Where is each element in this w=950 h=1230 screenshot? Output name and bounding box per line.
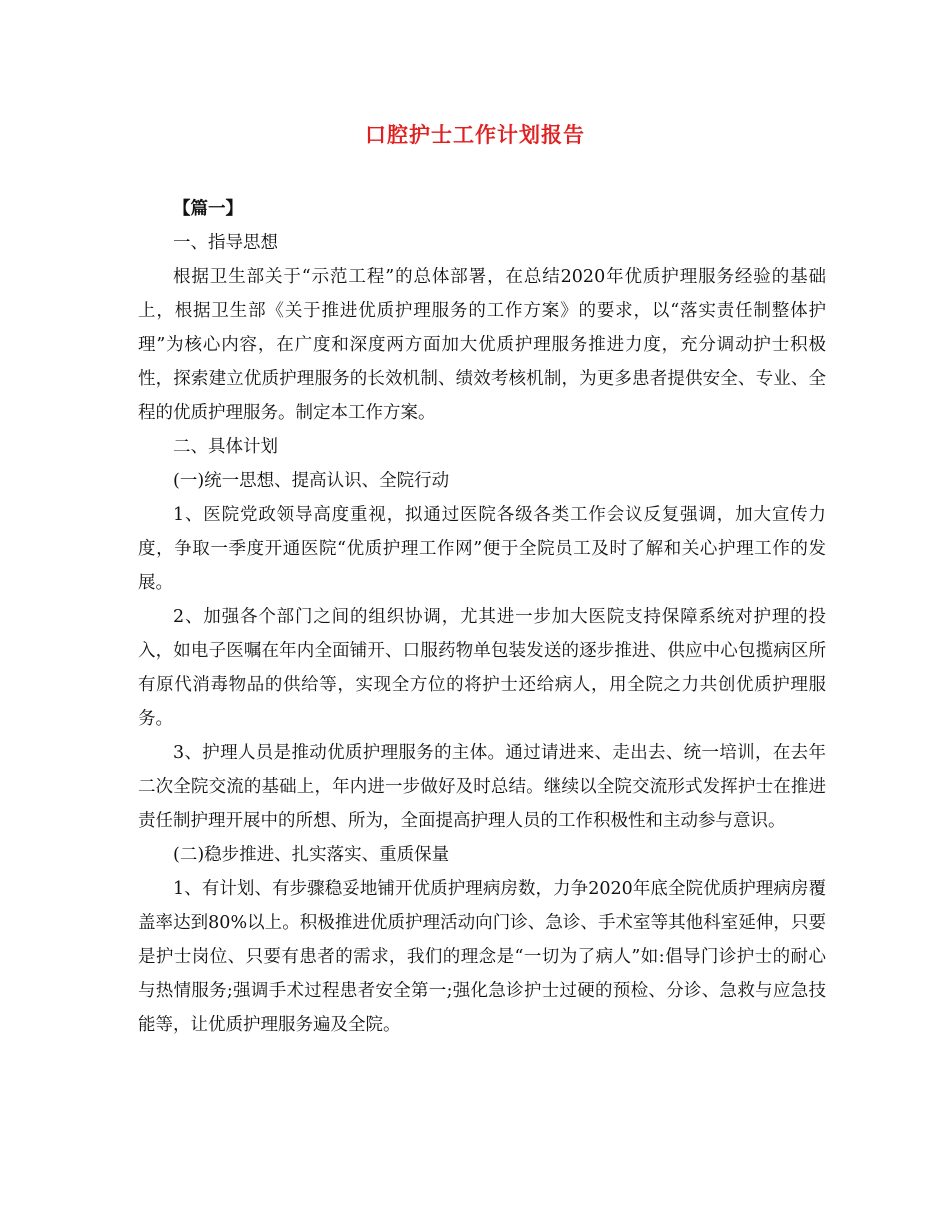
document-title: 口腔护士工作计划报告 bbox=[365, 122, 585, 147]
paragraph-item-2: 2、加强各个部门之间的组织协调，尤其进一步加大医院支持保障系统对护理的投入，如电子医嘱在年内全面铺开、口服药物单包装发送的逐步推进、供应中心包揽病区所有原代消毒物品的供给等，实现全方位的将护士还给病人，用全院之力共创优质护理服务。 bbox=[138, 607, 826, 729]
paragraph-item-3: 3、护理人员是推动优质护理服务的主体。通过请进来、走出去、统一培训，在去年二次全院交流的基础上，年内进一步做好及时总结。继续以全院交流形式发挥护士在推进责任制护理开展中的所想、所为，全面提高护理人员的工作积极性和主动参与意识。 bbox=[138, 743, 826, 831]
paragraph-guiding-ideology: 根据卫生部关于“示范工程”的总体部署，在总结2020年优质护理服务经验的基础上，根据卫生部《关于推进优质护理服务的工作方案》的要求，以“落实责任制整体护理”为核心内容，在广度和深度两方面加大优质护理服务推进力度，充分调动护士积极性，探索建立优质护理服务的长效机制、绩效考核机制，为更多患者提供安全、专业、全程的优质护理服务。制定本工作方案。 bbox=[138, 267, 826, 423]
heading-specific-plan: 二、具体计划 bbox=[173, 437, 278, 457]
paragraph-item-1: 1、医院党政领导高度重视，拟通过医院各级各类工作会议反复强调，加大宣传力度，争取一季度开通医院“优质护理工作网”便于全院员工及时了解和关心护理工作的发展。 bbox=[138, 505, 826, 593]
paragraph-item-4: 1、有计划、有步骤稳妥地铺开优质护理病房数，力争2020年底全院优质护理病房覆盖率达到80%以上。积极推进优质护理活动向门诊、急诊、手术室等其他科室延伸，只要是护士岗位、只要有患者的需求，我们的理念是“一切为了病人”如:倡导门诊护士的耐心与热情服务;强调手术过程患者安全第一;强化急诊护士过硬的预检、分诊、急救与应急技能等，让优质护理服务遍及全院。 bbox=[138, 879, 826, 1035]
section-marker: 【篇一】 bbox=[173, 199, 243, 219]
document-body bbox=[138, 192, 826, 1042]
heading-guiding-ideology: 一、指导思想 bbox=[173, 233, 278, 253]
subheading-unify-thinking: (一)统一思想、提高认识、全院行动 bbox=[173, 471, 450, 491]
subheading-steady-progress: (二)稳步推进、扎实落实、重质保量 bbox=[173, 845, 450, 865]
